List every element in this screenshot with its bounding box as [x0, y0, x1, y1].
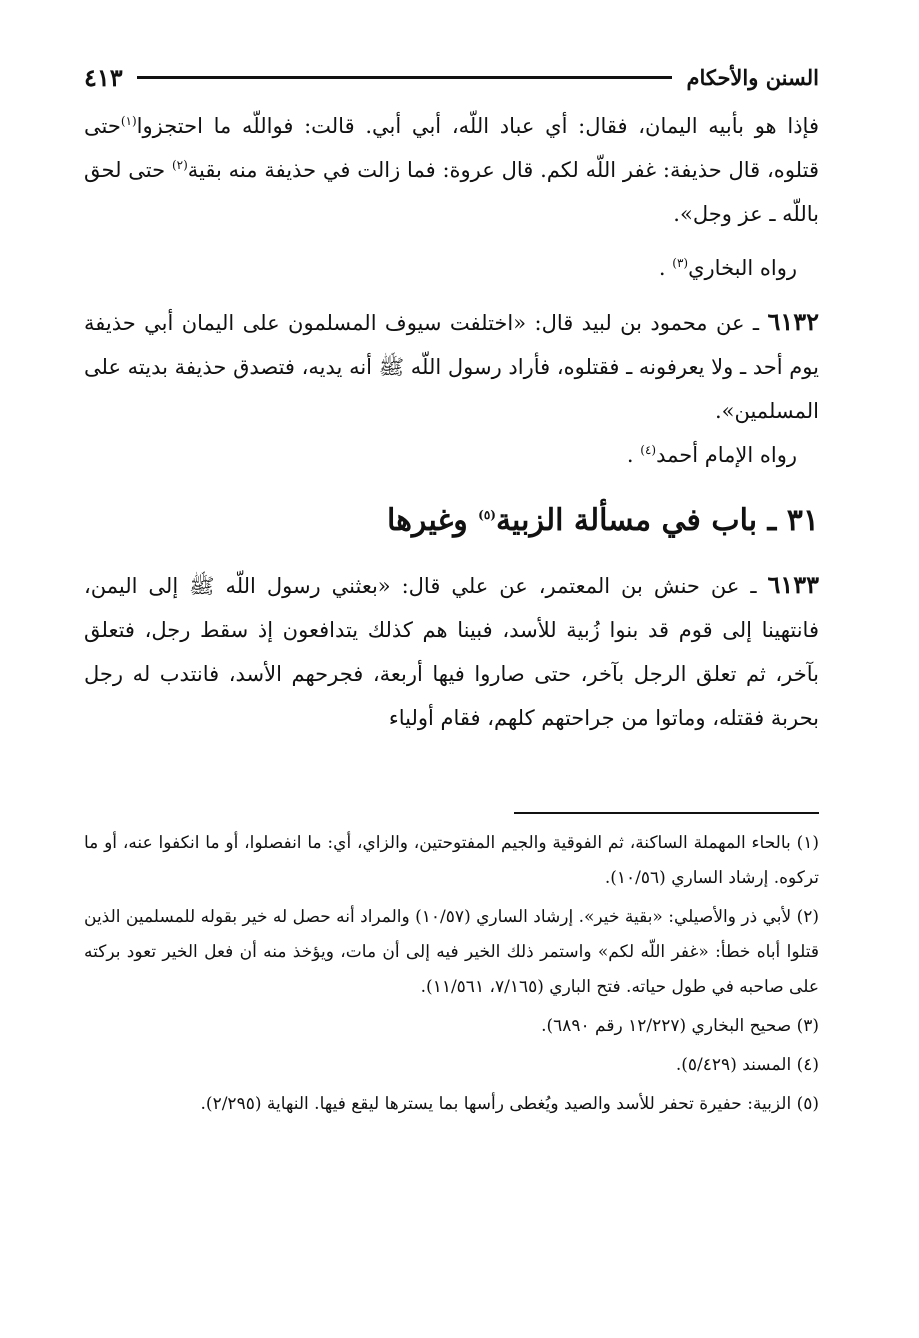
footnote: (١) بالحاء المهملة الساكنة، ثم الفوقية والجيم المفتوحتين، والزاي، أي: ما انفصلوا، أو ما انكفوا عنه، أو ما تركوه. إرشاد الساري (١٠/٥٦). [84, 833, 819, 888]
header-rule [137, 76, 673, 79]
footnote: (٢) لأبي ذر والأصيلي: «بقية خير». إرشاد الساري (١٠/٥٧) والمراد أنه حصل له خير بقوله للمسلمين الذين قتلوا أباه خطأ: «غفر اللّه لكم» واستمر ذلك الخير فيه إلى أن مات، ويؤخذ منه أن فعل الخير تعود بركته على صاحبه في طول حياته. فتح الباري (٧/١٦٥، ١١/٥٦١). [84, 907, 819, 997]
hadith-text: ـ عن حنش بن المعتمر، عن علي قال: «بعثني رسول اللّه ﷺ إلى اليمن، فانتهينا إلى قوم قد بنوا زُبية للأسد، فبينا هم كذلك يتدافعون إذ سقط رجل، فتعلق بآخر، ثم تعلق الرجل بآخر، حتى صاروا فيها أربعة، فجرحهم الأسد، فانتدب له رجل بحربة فقتله، وماتوا من جراحتهم كلهم، فقام أولياء [84, 574, 819, 730]
hadith-6133 [84, 563, 819, 740]
footnote-ref: (٢) [171, 158, 188, 172]
chapter-heading [84, 491, 819, 551]
paragraph-continuation [84, 104, 819, 236]
page-number: ٤١٣ [84, 62, 123, 92]
text-segment: . [626, 443, 641, 467]
footnote: (٥) الزبية: حفيرة تحفر للأسد والصيد ويُغطى رأسها بما يسترها ليقع فيها. النهاية (٢/٢٩٥). [200, 1094, 819, 1114]
footnotes [84, 826, 819, 1126]
hadith-number: ٦١٣٢ [767, 307, 819, 336]
footnote-ref: (٥) [478, 508, 496, 522]
footnote: (٣) صحيح البخاري (١٢/٢٢٧ رقم ٦٨٩٠). [541, 1016, 819, 1036]
footnote: (٤) المسند (٥/٤٢٩). [675, 1055, 819, 1075]
text-segment: حتى لحق باللّه ـ عز وجل». [84, 158, 819, 226]
hadith-6132 [84, 300, 819, 433]
hadith-text: ـ عن محمود بن لبيد قال: «اختلفت سيوف المسلمون على اليمان أبي حذيفة يوم أحد ـ ولا يعرفونه ـ فقتلوه، فأراد رسول اللّه ﷺ أنه يديه، فتصدق حذيفة بديته على المسلمين». [84, 311, 819, 423]
source-text: رواه الإمام أحمد [656, 443, 797, 467]
text-segment: فإذا هو بأبيه اليمان، فقال: أي عباد اللّه، أبي أبي. قالت: فواللّه ما احتجزوا [136, 114, 819, 138]
footnote-ref: (٣) [672, 256, 689, 270]
chapter-title: ٣١ ـ باب في مسألة الزبية [495, 503, 819, 538]
main-text [84, 104, 819, 740]
source-text: رواه البخاري [688, 256, 797, 280]
running-title: السنن والأحكام [686, 64, 819, 90]
text-segment: حتى قتلوه، قال حذيفة: غفر اللّه لكم. قال عروة: فما زالت في حذيفة منه بقية [84, 114, 819, 182]
text-segment: . [658, 256, 673, 280]
footnote-ref: (٤) [640, 443, 657, 457]
source-line [84, 433, 819, 477]
source-line [84, 246, 819, 290]
running-header [84, 60, 819, 94]
hadith-number: ٦١٣٣ [767, 570, 819, 599]
chapter-title-end: وغيرها [386, 503, 479, 538]
footnote-ref: (١) [120, 114, 137, 128]
footnote-separator [514, 812, 819, 814]
